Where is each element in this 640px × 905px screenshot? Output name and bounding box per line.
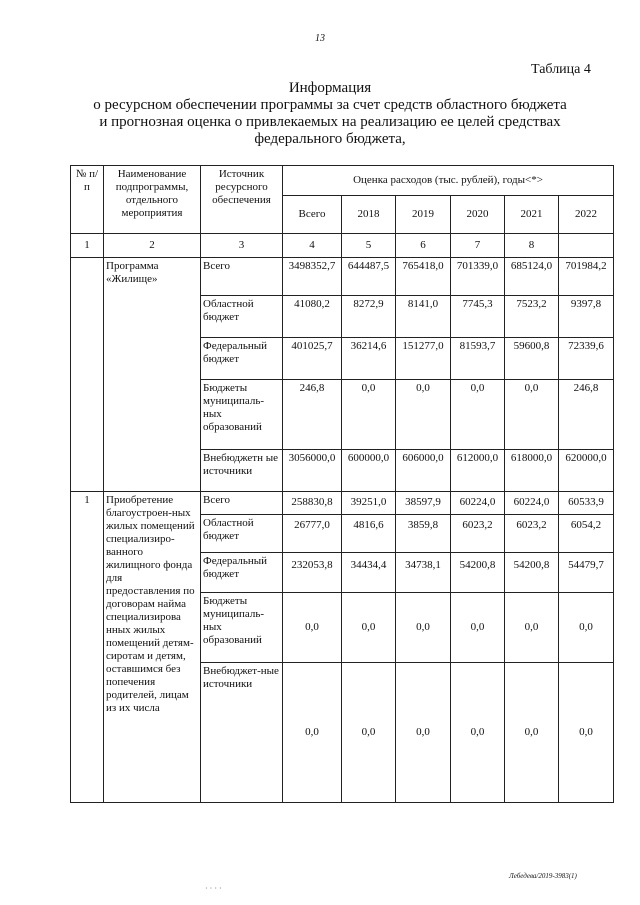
heading-line: о ресурсном обеспечении программы за счет средств областного бюджета <box>93 97 567 113</box>
resource-table <box>70 165 614 803</box>
table-label: Таблица 4 <box>531 62 591 77</box>
value-cell: 0,0 <box>342 593 396 663</box>
heading-line: и прогнозная оценка о привлекаемых на реализацию ее целей средствах <box>99 114 561 130</box>
value-cell: 0,0 <box>559 593 614 663</box>
value-cell: 7745,3 <box>451 296 505 338</box>
value-cell: 34434,4 <box>342 553 396 593</box>
value-cell: 3859,8 <box>396 515 451 553</box>
heading-line: Информация <box>288 80 372 96</box>
value-cell: 401025,7 <box>283 338 342 380</box>
header-year: 2021 <box>505 196 559 234</box>
index-cell: 8 <box>505 234 559 258</box>
value-cell: 0,0 <box>505 380 559 450</box>
value-cell: 0,0 <box>283 663 342 803</box>
header-year: Всего <box>283 196 342 234</box>
row-num: 1 <box>71 492 104 803</box>
row-source: Областной бюджет <box>201 515 283 553</box>
value-cell: 606000,0 <box>396 450 451 492</box>
bottom-marks: · · · · <box>205 884 222 893</box>
index-cell: 6 <box>396 234 451 258</box>
value-cell: 620000,0 <box>559 450 614 492</box>
value-cell: 34738,1 <box>396 553 451 593</box>
value-cell: 8272,9 <box>342 296 396 338</box>
index-cell: 2 <box>104 234 201 258</box>
heading-line: федерального бюджета, <box>254 131 406 147</box>
row-source: Бюджеты муниципаль-ных образований <box>201 380 283 450</box>
row-num <box>71 258 104 492</box>
value-cell: 7523,2 <box>505 296 559 338</box>
footer-reference: Лебедева/2019-3983(1) <box>509 872 577 880</box>
value-cell: 0,0 <box>505 663 559 803</box>
value-cell: 765418,0 <box>396 258 451 296</box>
row-source: Всего <box>201 258 283 296</box>
row-name: Приобретение благоустроен-ных жилых помещений специализиро-ванного жилищного фонда для предоставления по договорам найма специализирова нных жилых помещений детям-сиротам и детям, оставшимся без попечения родителей, лицам из их числа <box>104 492 201 803</box>
index-cell: 3 <box>201 234 283 258</box>
value-cell: 81593,7 <box>451 338 505 380</box>
value-cell: 0,0 <box>451 593 505 663</box>
index-row <box>71 234 614 258</box>
value-cell: 701339,0 <box>451 258 505 296</box>
index-cell: 4 <box>283 234 342 258</box>
table-row <box>71 258 614 296</box>
row-source: Федеральный бюджет <box>201 553 283 593</box>
value-cell: 9397,8 <box>559 296 614 338</box>
value-cell: 246,8 <box>559 380 614 450</box>
value-cell: 0,0 <box>396 380 451 450</box>
value-cell: 0,0 <box>396 593 451 663</box>
header-name: Наименование подпрограммы, отдельного мероприятия <box>104 166 201 234</box>
value-cell: 54200,8 <box>451 553 505 593</box>
value-cell: 0,0 <box>559 663 614 803</box>
value-cell: 6023,2 <box>505 515 559 553</box>
value-cell: 685124,0 <box>505 258 559 296</box>
header-year: 2018 <box>342 196 396 234</box>
header-num: № п/п <box>71 166 104 234</box>
value-cell: 3498352,7 <box>283 258 342 296</box>
index-cell: 1 <box>71 234 104 258</box>
value-cell: 644487,5 <box>342 258 396 296</box>
value-cell: 59600,8 <box>505 338 559 380</box>
value-cell: 0,0 <box>342 380 396 450</box>
value-cell: 0,0 <box>505 593 559 663</box>
value-cell: 612000,0 <box>451 450 505 492</box>
value-cell: 6023,2 <box>451 515 505 553</box>
value-cell: 39251,0 <box>342 492 396 515</box>
index-cell <box>559 234 614 258</box>
header-estimate: Оценка расходов (тыс. рублей), годы<*> <box>283 166 614 196</box>
value-cell: 54200,8 <box>505 553 559 593</box>
row-source: Всего <box>201 492 283 515</box>
value-cell: 6054,2 <box>559 515 614 553</box>
page-number: 13 <box>315 33 325 44</box>
value-cell: 38597,9 <box>396 492 451 515</box>
row-source: Областной бюджет <box>201 296 283 338</box>
row-source: Федеральный бюджет <box>201 338 283 380</box>
value-cell: 600000,0 <box>342 450 396 492</box>
value-cell: 41080,2 <box>283 296 342 338</box>
index-cell: 5 <box>342 234 396 258</box>
value-cell: 72339,6 <box>559 338 614 380</box>
value-cell: 232053,8 <box>283 553 342 593</box>
row-name: Программа «Жилище» <box>104 258 201 492</box>
header-year: 2020 <box>451 196 505 234</box>
value-cell: 26777,0 <box>283 515 342 553</box>
value-cell: 258830,8 <box>283 492 342 515</box>
index-cell: 7 <box>451 234 505 258</box>
value-cell: 701984,2 <box>559 258 614 296</box>
header-year: 2022 <box>559 196 614 234</box>
value-cell: 0,0 <box>396 663 451 803</box>
value-cell: 54479,7 <box>559 553 614 593</box>
table-row <box>71 492 614 515</box>
value-cell: 151277,0 <box>396 338 451 380</box>
document-heading <box>60 80 600 148</box>
header-source: Источник ресурсного обеспечения <box>201 166 283 234</box>
value-cell: 60224,0 <box>505 492 559 515</box>
value-cell: 60224,0 <box>451 492 505 515</box>
table-header-row <box>71 166 614 196</box>
row-source: Бюджеты муниципаль-ных образований <box>201 593 283 663</box>
row-source: Внебюджетн ые источники <box>201 450 283 492</box>
value-cell: 618000,0 <box>505 450 559 492</box>
value-cell: 60533,9 <box>559 492 614 515</box>
value-cell: 246,8 <box>283 380 342 450</box>
row-source: Внебюджет-ные источники <box>201 663 283 803</box>
value-cell: 36214,6 <box>342 338 396 380</box>
value-cell: 0,0 <box>451 663 505 803</box>
value-cell: 4816,6 <box>342 515 396 553</box>
value-cell: 0,0 <box>451 380 505 450</box>
header-year: 2019 <box>396 196 451 234</box>
value-cell: 3056000,0 <box>283 450 342 492</box>
value-cell: 0,0 <box>342 663 396 803</box>
value-cell: 8141,0 <box>396 296 451 338</box>
value-cell: 0,0 <box>283 593 342 663</box>
